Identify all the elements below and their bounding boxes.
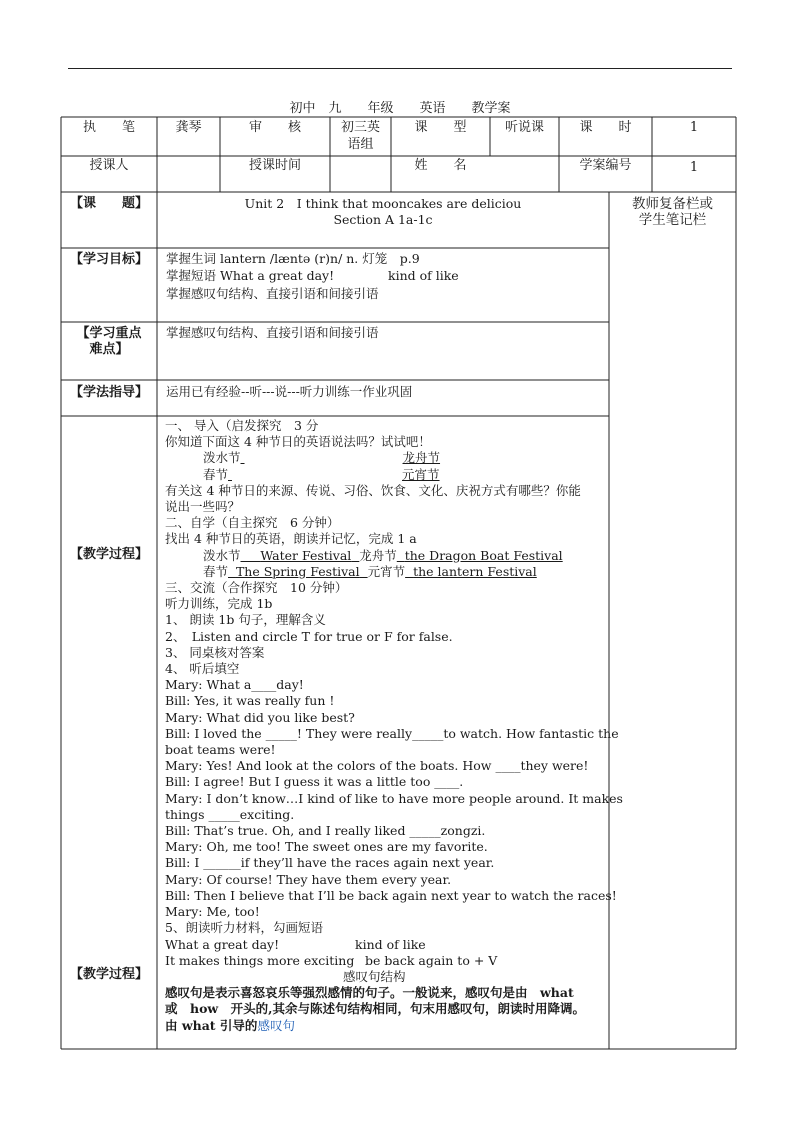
dialogue-line: Mary: Me, too! (165, 904, 260, 920)
goal-1: 掌握生词 lantern /læntə (r)n/ n. 灯笼 p.9 (166, 251, 420, 266)
dialogue-line: boat teams were! (165, 742, 276, 758)
keshi-value: 1 (689, 120, 699, 135)
method-label: 【学法指导】 (69, 385, 148, 400)
phrase: What a great day! (165, 936, 280, 952)
key-text: 掌握感叹句结构、直接引语和间接引语 (166, 325, 379, 340)
festival-cn: 泼水节 (203, 547, 241, 563)
phrase-row-1 (165, 937, 605, 953)
process-line: 你知道下面这 4 种节日的英语说法吗？试试吧！ (165, 434, 431, 450)
side-note-2: 学生笔记栏 (638, 212, 707, 228)
method-text: 运用已有经验--听---说---听力训练一作业巩固 (166, 384, 413, 399)
festival-en (228, 564, 368, 579)
process-line: 听力训练，完成 1b (165, 596, 273, 612)
xuean-value: 1 (689, 160, 699, 175)
zhibi-value: 龚琴 (175, 120, 202, 135)
dialogue-line: Bill: That’s true. Oh, and I really liked _____zongzi. (165, 823, 486, 839)
zhibi-label: 执 笔 (82, 120, 135, 135)
exclamation-note-3 (165, 1018, 605, 1034)
keti-line-2: Section A 1a-1c (333, 212, 433, 227)
exclamation-link[interactable]: 感叹句 (257, 1017, 295, 1033)
festival-answer-row-1 (165, 548, 605, 564)
goal-3: 掌握感叹句结构、直接引语和间接引语 (166, 286, 379, 301)
process-label: 【教学过程】 (69, 547, 148, 562)
process-line: 一、 导入（启发探究 3 分 (165, 418, 319, 433)
page-title: 初中 九 年级 英语 教学案 (289, 101, 511, 116)
kexing-label: 课 型 (414, 120, 467, 135)
shouke-label: 授课人 (89, 158, 129, 173)
process-line: 3、 同桌核对答案 (165, 644, 265, 660)
process-line: 1、 朗读 1b 句子，理解含义 (165, 612, 326, 628)
phrase: kind of like (355, 936, 426, 952)
xuean-label: 学案编号 (579, 158, 632, 173)
process-line: 5、朗读听力材料，勾画短语 (165, 920, 323, 936)
process-label-2: 【教学过程】 (69, 967, 148, 982)
process-line: 找出 4 种节日的英语，朗读并记忆，完成 1 a (165, 531, 417, 547)
festival-en (241, 548, 360, 563)
exclamation-note-1: 感叹句是表示喜怒哀乐等强烈感情的句子。一般说来，感叹句是由 what (165, 985, 574, 1001)
key-label-1: 【学习重点 (76, 326, 142, 341)
goal-2a: 掌握短语 What a great day! (166, 268, 335, 283)
dialogue-line: Bill: I ______if they’ll have the races again next year. (165, 855, 495, 871)
exclamation-heading: 感叹句结构 (343, 968, 406, 984)
festival-cn: 龙舟节 (402, 450, 441, 466)
festival-en-text: the lantern Festival (413, 563, 537, 579)
festival-cn: 元宵节 (402, 466, 440, 482)
side-note-1: 教师复备栏或 (632, 196, 713, 212)
process-line: 4、 听后填空 (165, 661, 240, 677)
dialogue-line: Mary: Of course! They have them every year. (165, 871, 452, 887)
festival-en (397, 548, 563, 563)
process-line: 说出一些吗？ (165, 499, 241, 515)
festival-cn: 春节 (203, 466, 229, 482)
festival-row-2 (165, 467, 605, 483)
process-line: 2、 Listen and circle T for true or F for false. (165, 628, 453, 644)
kexing-value: 听说课 (504, 120, 544, 135)
process-body (165, 418, 623, 1034)
blank (228, 467, 402, 483)
keti-line-1: Unit 2 I think that mooncakes are deliciou (244, 196, 522, 211)
goal-2b: kind of like (388, 268, 459, 283)
festival-cn: 龙舟节 (359, 547, 397, 563)
festival-cn: 元宵节 (367, 563, 406, 579)
dialogue-line: Mary: Yes! And look at the colors of the boats. How ____they were! (165, 758, 589, 774)
process-line: 三、交流（合作探究 10 分钟） (165, 580, 348, 596)
dialogue-line: Bill: Then I believe that I’ll be back again next year to watch the races! (165, 887, 617, 903)
keti-label: 【课 题】 (69, 196, 148, 211)
keshi-label: 课 时 (579, 120, 632, 135)
process-line: 二、自学（自主探究 6 分钟） (165, 515, 340, 531)
dialogue-line: Bill: I agree! But I guess it was a little too ____. (165, 774, 464, 790)
dialogue-line: Mary: What did you like best? (165, 709, 355, 725)
festival-cn: 春节 (203, 563, 229, 579)
dialogue-line: Mary: I don’t know…I kind of like to have more people around. It makes (165, 790, 623, 806)
phrase: It makes things more exciting (165, 952, 355, 968)
key-label-2: 难点】 (89, 342, 129, 357)
shenhe-value-2: 语组 (347, 137, 374, 152)
dialogue-line: Bill: I loved the _____! They were really_____to watch. How fantastic the (165, 725, 619, 741)
phrase: be back again to + V (365, 952, 498, 968)
dialogue-line: things _____exciting. (165, 806, 295, 822)
exclamation-note-2: 或 how 开头的,其余与陈述句结构相同，句末用感叹句，朗读时用降调。 (165, 1001, 586, 1017)
festival-en-text: the Dragon Boat Festival (404, 547, 563, 563)
process-line: 有关这 4 种节日的来源、传说、习俗、饮食、文化、庆祝方式有哪些？你能 (165, 482, 581, 498)
festival-en (405, 564, 537, 579)
dialogue-line: Bill: Yes, it was really fun ! (165, 693, 335, 709)
festival-answer-row-2 (165, 564, 605, 580)
exclamation-note-text: 由 what 引导的 (165, 1017, 258, 1033)
dialogue-line: Mary: What a____day! (165, 677, 304, 693)
festival-en-text: Water Festival (260, 547, 352, 563)
dialogue-line: Mary: Oh, me too! The sweet ones are my favorite. (165, 839, 488, 855)
festival-row-1 (165, 450, 605, 466)
blank (241, 450, 403, 466)
shouketime-label: 授课时间 (248, 158, 301, 173)
festival-cn: 泼水节 (203, 450, 241, 466)
shenhe-label: 审 核 (248, 120, 301, 135)
goal-label: 【学习目标】 (69, 252, 148, 267)
name-label: 姓 名 (414, 158, 467, 173)
shenhe-value-1: 初三英 (340, 120, 380, 135)
festival-en-text: The Spring Festival (235, 563, 360, 579)
phrase-row-2 (165, 953, 605, 969)
